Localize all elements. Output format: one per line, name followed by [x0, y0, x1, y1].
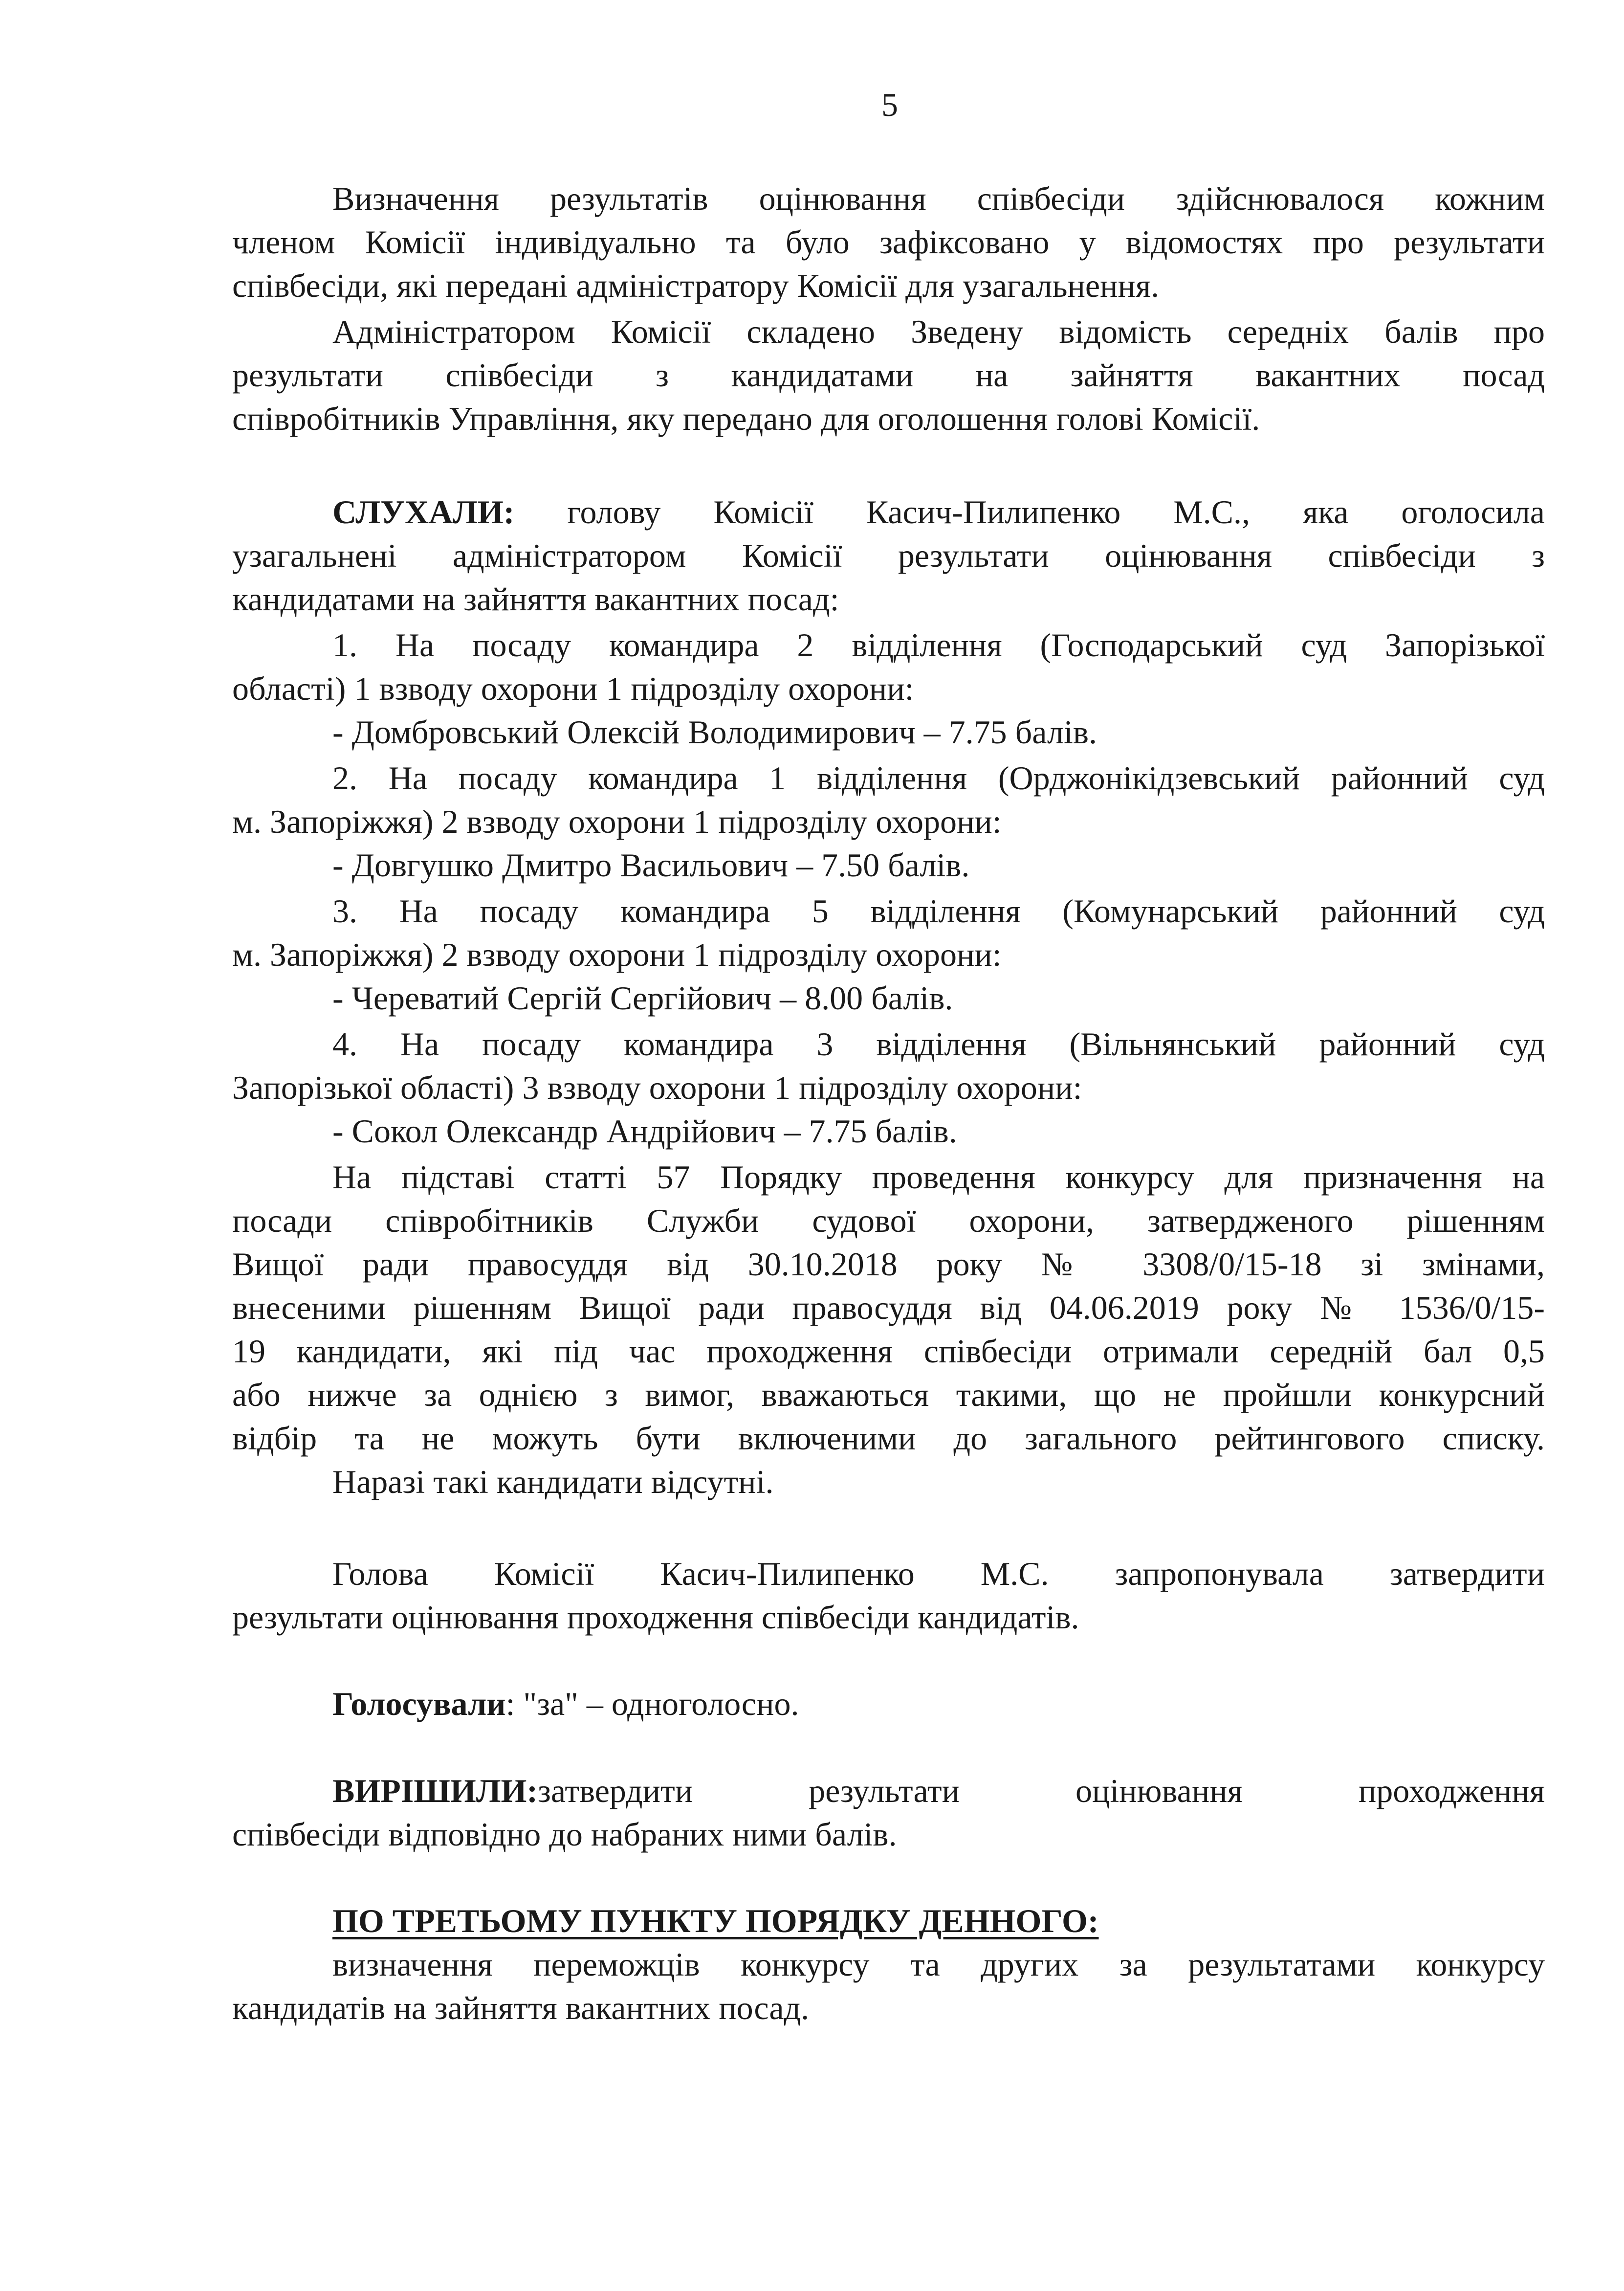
- paragraph-line: Вищої ради правосуддя від 30.10.2018 року № 3308/0/15-18 зі змінами,: [232, 1246, 1545, 1283]
- candidate-line: - Череватий Сергій Сергійович – 8.00 балів.: [332, 979, 953, 1017]
- heard-text: голову Комісії Касич-Пилипенко М.С., яка оголосила: [514, 493, 1545, 531]
- proposal-line: результати оцінювання проходження співбесіди кандидатів.: [232, 1599, 1079, 1636]
- list-item-line: 1. На посаду командира 2 відділення (Господарський суд Запорізької: [332, 626, 1545, 664]
- candidate-line: - Довгушко Дмитро Васильович – 7.50 балів.: [332, 846, 970, 884]
- heard-line: кандидатами на зайняття вакантних посад:: [232, 580, 839, 618]
- heard-label: СЛУХАЛИ:: [332, 493, 515, 531]
- paragraph-line: співбесіди, які передані адміністратору Комісії для узагальнення.: [232, 267, 1160, 304]
- paragraph-line: членом Комісії індивідуально та було зафіксовано у відомостях про результати: [232, 223, 1545, 261]
- paragraph-line: кандидатів на зайняття вакантних посад.: [232, 1989, 810, 2026]
- paragraph-line: відбір та не можуть бути включеними до загального рейтингового списку.: [232, 1420, 1545, 1457]
- paragraph-line: співробітників Управління, яку передано для оголошення голові Комісії.: [232, 400, 1260, 437]
- paragraph-line: визначення переможців конкурсу та других за результатами конкурсу: [332, 1946, 1545, 1983]
- page-number: 5: [881, 86, 898, 123]
- paragraph-line: Наразі такі кандидати відсутні.: [332, 1463, 774, 1500]
- paragraph-line: внесеними рішенням Вищої ради правосуддя від 04.06.2019 року № 1536/0/15-: [232, 1289, 1545, 1326]
- decided-line: співбесіди відповідно до набраних ними балів.: [232, 1816, 897, 1853]
- section-heading: ПО ТРЕТЬОМУ ПУНКТУ ПОРЯДКУ ДЕННОГО:: [332, 1902, 1099, 1939]
- list-item-line: 2. На посаду командира 1 відділення (Орджонікідзевський районний суд: [332, 759, 1545, 797]
- paragraph-line: Адміністратором Комісії складено Зведену відомість середніх балів про: [332, 313, 1545, 350]
- proposal-line: Голова Комісії Касич-Пилипенко М.С. запропонувала затвердити: [332, 1555, 1545, 1592]
- paragraph-line: 19 кандидати, які під час проходження співбесіди отримали середній бал 0,5: [232, 1333, 1545, 1370]
- decided-label: ВИРІШИЛИ:: [332, 1772, 538, 1809]
- paragraph-line: результати співбесіди з кандидатами на зайняття вакантних посад: [232, 356, 1545, 394]
- paragraph-line: або нижче за однією з вимог, вважаються такими, що не пройшли конкурсний: [232, 1376, 1545, 1413]
- vote-result: : "за" – одноголосно.: [505, 1685, 799, 1722]
- list-item-line: 3. На посаду командира 5 відділення (Комунарський районний суд: [332, 892, 1545, 930]
- heard-line: [332, 492, 1545, 532]
- list-item-line: області) 1 взводу охорони 1 підрозділу охорони:: [232, 670, 914, 707]
- paragraph-line: посади співробітників Служби судової охорони, затвердженого рішенням: [232, 1202, 1545, 1239]
- list-item-line: 4. На посаду командира 3 відділення (Вільнянський районний суд: [332, 1025, 1545, 1063]
- candidate-line: - Домбровський Олексій Володимирович – 7.75 балів.: [332, 713, 1097, 751]
- list-item-line: м. Запоріжжя) 2 взводу охорони 1 підрозділу охорони:: [232, 936, 1002, 973]
- heard-line: узагальнені адміністратором Комісії результати оцінювання співбесіди з: [232, 537, 1545, 574]
- decided-text: затвердити результати оцінювання проходження: [538, 1772, 1545, 1809]
- vote-label: Голосували: [332, 1685, 506, 1722]
- decided-line: [332, 1771, 1545, 1810]
- paragraph-line: Визначення результатів оцінювання співбесіди здійснювалося кожним: [332, 180, 1545, 217]
- list-item-line: Запорізької області) 3 взводу охорони 1 підрозділу охорони:: [232, 1069, 1082, 1106]
- candidate-line: - Сокол Олександр Андрійович – 7.75 балів.: [332, 1112, 957, 1150]
- vote-line: [332, 1684, 1545, 1723]
- list-item-line: м. Запоріжжя) 2 взводу охорони 1 підрозділу охорони:: [232, 803, 1002, 840]
- paragraph-line: На підставі статті 57 Порядку проведення конкурсу для призначення на: [332, 1158, 1545, 1196]
